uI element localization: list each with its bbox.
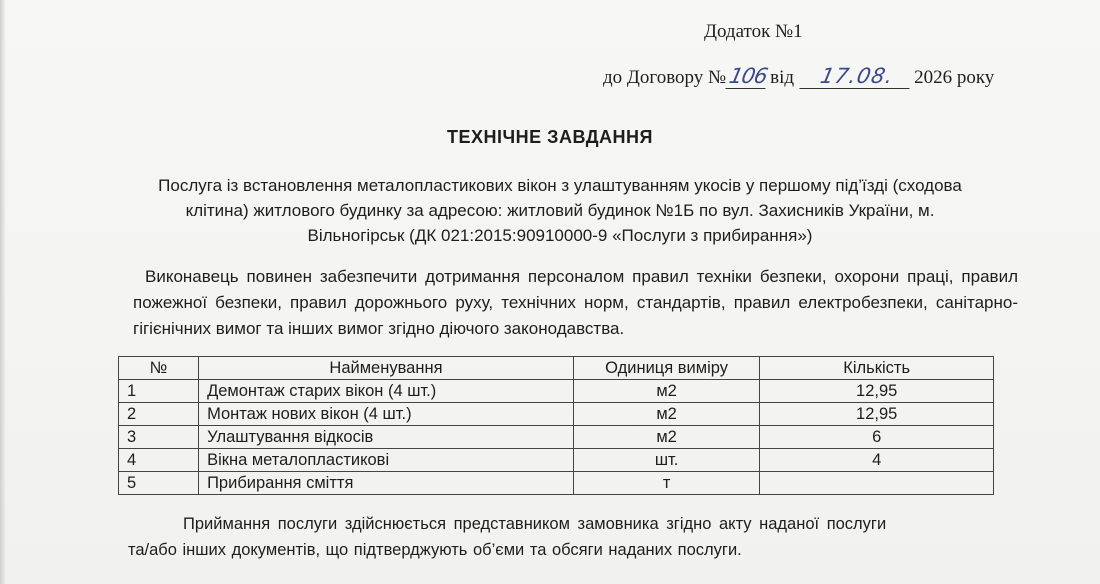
row-name: Монтаж нових вікон (4 шт.): [199, 403, 574, 426]
table-row: [119, 380, 994, 403]
table-row: [119, 403, 994, 426]
row-unit: м2: [573, 426, 759, 449]
table-row: [119, 426, 994, 449]
table-row: [119, 472, 994, 495]
row-qty: 6: [760, 426, 994, 449]
row-name: Улаштування відкосів: [199, 426, 574, 449]
row-unit: т: [573, 472, 759, 495]
annex-label: Додаток №1: [704, 21, 803, 42]
document-title: ТЕХНІЧНЕ ЗАВДАННЯ: [447, 127, 653, 147]
contract-prefix: до Договору №: [603, 67, 727, 88]
row-num: 4: [119, 449, 199, 472]
service-subject: [110, 173, 1010, 248]
header-num: №: [119, 357, 199, 380]
row-name: Вікна металопластикові: [199, 449, 574, 472]
row-qty: 12,95: [760, 403, 994, 426]
subject-line-2: клітина) житлового будинку за адресою: житловий будинок №1Б по вул. Захисників України, м.: [185, 201, 935, 220]
row-qty: [760, 472, 994, 495]
requirements-paragraph: [133, 264, 1018, 342]
year-suffix: 2026 року: [914, 67, 995, 88]
acceptance-line-2: та/або інших документів, що підтверджують об’єми та обсяги наданих послуги.: [128, 541, 742, 559]
row-unit: м2: [573, 403, 759, 426]
row-unit: м2: [573, 380, 759, 403]
handwritten-contract-number: 106: [727, 64, 770, 88]
acceptance-line-1: Приймання послуги здійснюється представником замовника згідно акту наданої послуги: [183, 515, 887, 533]
handwritten-contract-date: 17.08.: [799, 64, 914, 89]
row-name: Прибирання сміття: [199, 472, 574, 495]
table-row: [119, 449, 994, 472]
row-num: 2: [119, 403, 199, 426]
subject-line-3: Вільногірськ (ДК 021:2015:90910000-9 «Послуги з прибирання»): [307, 226, 813, 245]
row-qty: 4: [760, 449, 994, 472]
requirements-text: Виконавець повинен забезпечити дотримання персоналом правил техніки безпеки, охорони праці, правил пожежної безпеки, правил дорожнього руху, технічних норм, стандартів, правил електробезпеки, санітарно-гігієнічних вимог та інших вимог згідно діючого законодавства.: [133, 267, 1018, 338]
from-word: від: [770, 67, 795, 88]
header-unit: Одиниця виміру: [573, 357, 759, 380]
row-unit: шт.: [573, 449, 759, 472]
row-num: 5: [119, 472, 199, 495]
row-qty: 12,95: [760, 380, 994, 403]
acceptance-paragraph: [128, 511, 1013, 563]
row-num: 1: [119, 380, 199, 403]
row-name: Демонтаж старих вікон (4 шт.): [199, 380, 574, 403]
contract-reference: [603, 64, 994, 89]
subject-line-1: Послуга із встановлення металопластикових вікон з улаштуванням укосів у першому під’їзді (сходова: [158, 176, 962, 195]
table-header-row: [119, 357, 994, 380]
work-specification-table: [118, 356, 994, 495]
row-num: 3: [119, 426, 199, 449]
header-qty: Кількість: [760, 357, 994, 380]
header-name: Найменування: [199, 357, 574, 380]
scan-edge-shadow: [0, 0, 6, 584]
